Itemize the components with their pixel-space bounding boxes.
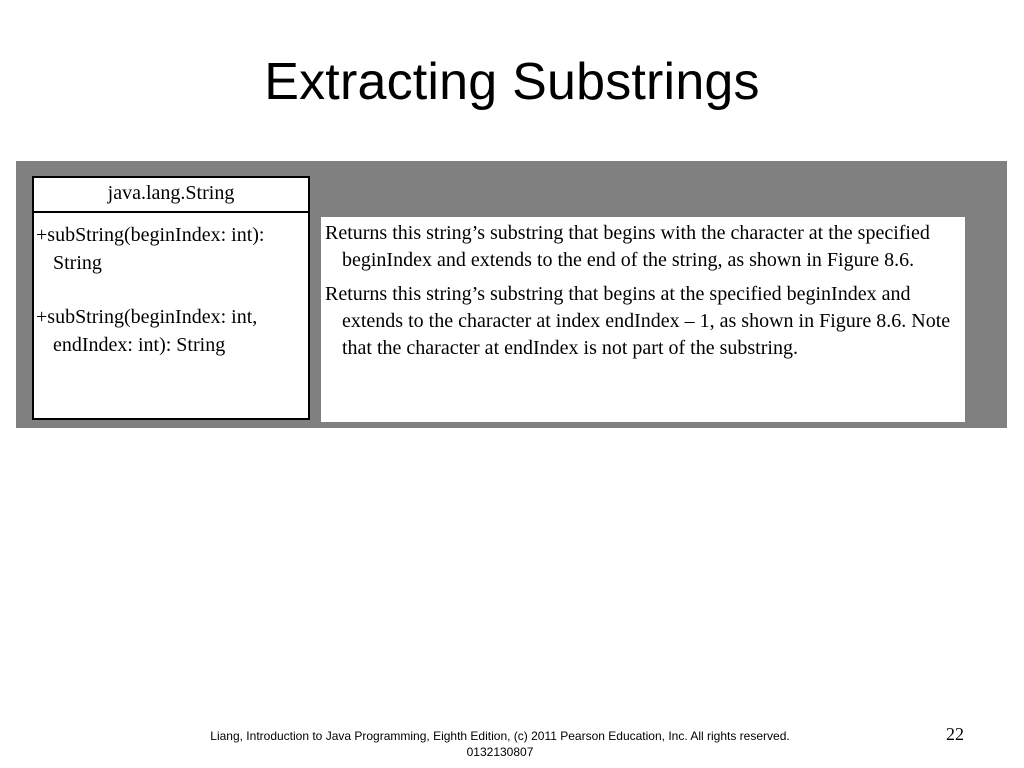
uml-class-name: java.lang.String xyxy=(34,178,308,213)
slide-title: Extracting Substrings xyxy=(264,53,760,111)
figure-panel xyxy=(16,161,1007,428)
page-number: 22 xyxy=(946,724,964,744)
uml-method-list xyxy=(34,213,308,359)
description-substring-begin: Returns this string’s substring that begins with the character at the specified beginIndex and extends to the end of the string, as shown in Figure 8.6. xyxy=(325,222,930,271)
method-description-box xyxy=(321,217,965,422)
footer-copyright: Liang, Introduction to Java Programming, Eighth Edition, (c) 2011 Pearson Education, Inc. All rights reserved. 0132130807 xyxy=(210,729,790,759)
uml-method-substring-begin-end: +subString(beginIndex: int, endIndex: int): String xyxy=(36,306,258,356)
uml-method-substring-begin: +subString(beginIndex: int): String xyxy=(36,224,265,274)
uml-class-box xyxy=(32,176,310,420)
description-substring-begin-end: Returns this string’s substring that begins at the specified beginIndex and extends to the character at index endIndex – 1, as shown in Figure 8.6. Note that the character at endIndex is not part of the substring. xyxy=(325,283,951,359)
